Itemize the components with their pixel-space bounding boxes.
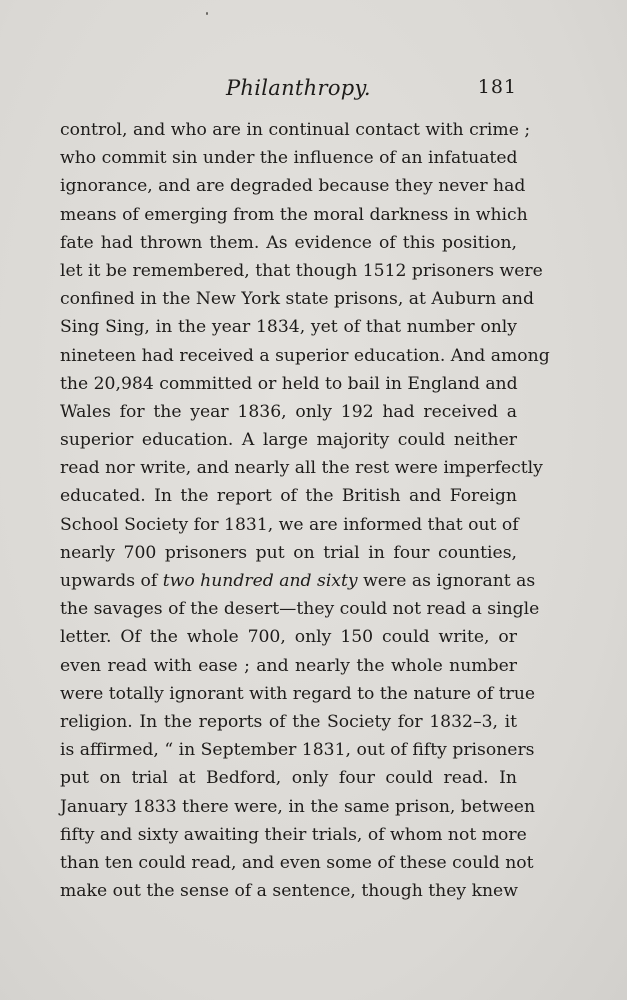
text-line [60,793,536,821]
text-segment: the 20,984 committed or held to bail in England and [60,373,518,394]
text-line [60,652,517,680]
text-line [60,257,543,285]
text-line [60,623,517,651]
text-line [60,201,528,229]
text-line [60,764,517,792]
text-segment: the savages of the desert—they could not read a single [60,599,540,620]
text-segment: educated. In the report of the British and Foreign [60,486,517,507]
text-line [60,567,536,595]
text-segment: control, and who are in continual contact with crime ; [60,120,531,140]
text-line [60,172,526,200]
text-line [60,285,534,313]
text-segment: January 1833 there were, in the same prison, between [60,796,536,817]
text-segment: were as ignorant as [357,571,536,591]
text-segment: fifty and sixty awaiting their trials, of whom not more [60,824,527,845]
text-segment: nearly 700 prisoners put on trial in four counties, [60,542,517,563]
text-line [60,454,543,482]
text-line [60,313,517,341]
text-segment: religion. In the reports of the Society for 1832–3, it [60,711,517,732]
text-line [60,398,517,426]
text-segment: even read with ease ; and nearly the whole number [60,655,517,676]
text-segment: who commit sin under the influence of an infatuated [60,148,518,169]
text-segment: is affirmed, “ in September 1831, out of fifty prisoners [60,740,535,761]
text-segment: put on trial at Bedford, only four could read. In [60,768,517,789]
text-segment: read nor write, and nearly all the rest were imperfectly [60,458,543,479]
text-segment: were totally ignorant with regard to the nature of true [60,683,536,704]
text-segment: than ten could read, and even some of these could not [60,852,534,873]
text-line [60,736,535,764]
text-line [60,708,517,736]
text-segment: nineteen had received a superior education. And among [60,345,550,366]
text-line [60,877,517,905]
text-line [60,539,517,567]
text-line [60,229,517,257]
body-text [60,116,550,905]
text-line [60,680,536,708]
text-line [60,511,517,539]
text-line [60,144,517,172]
text-segment: letter. Of the whole 700, only 150 could write, or [60,627,517,648]
text-segment: superior education. A large majority could neither [60,430,517,451]
text-segment: means of emerging from the moral darkness in which [60,204,528,225]
text-segment: make out the sense of a sentence, though they knew [60,881,518,902]
text-segment: let it be remembered, that though 1512 prisoners were [60,260,543,281]
text-segment: confined in the New York state prisons, at Auburn and [60,289,534,310]
text-line [60,595,540,623]
running-head [60,76,517,104]
text-line [60,342,550,370]
text-line [60,821,527,849]
text-line [60,370,517,398]
print-speck [206,12,208,15]
text-segment: upwards of [60,571,163,591]
text-line [60,482,517,510]
italic-phrase: two hundred and sixty [162,571,358,591]
text-line [60,426,517,454]
text-line [60,849,534,877]
text-segment: fate had thrown them. As evidence of this position, [60,232,517,253]
text-segment: Sing Sing, in the year 1834, yet of that number only [60,317,517,338]
text-line [60,116,531,144]
text-segment: Wales for the year 1836, only 192 had received a [60,401,517,422]
page-number: 181 [477,76,517,98]
text-segment: School Society for 1831, we are informed that out of [60,514,519,535]
running-head-title: Philanthropy. [226,76,371,100]
text-segment: ignorance, and are degraded because they never had [60,176,526,197]
